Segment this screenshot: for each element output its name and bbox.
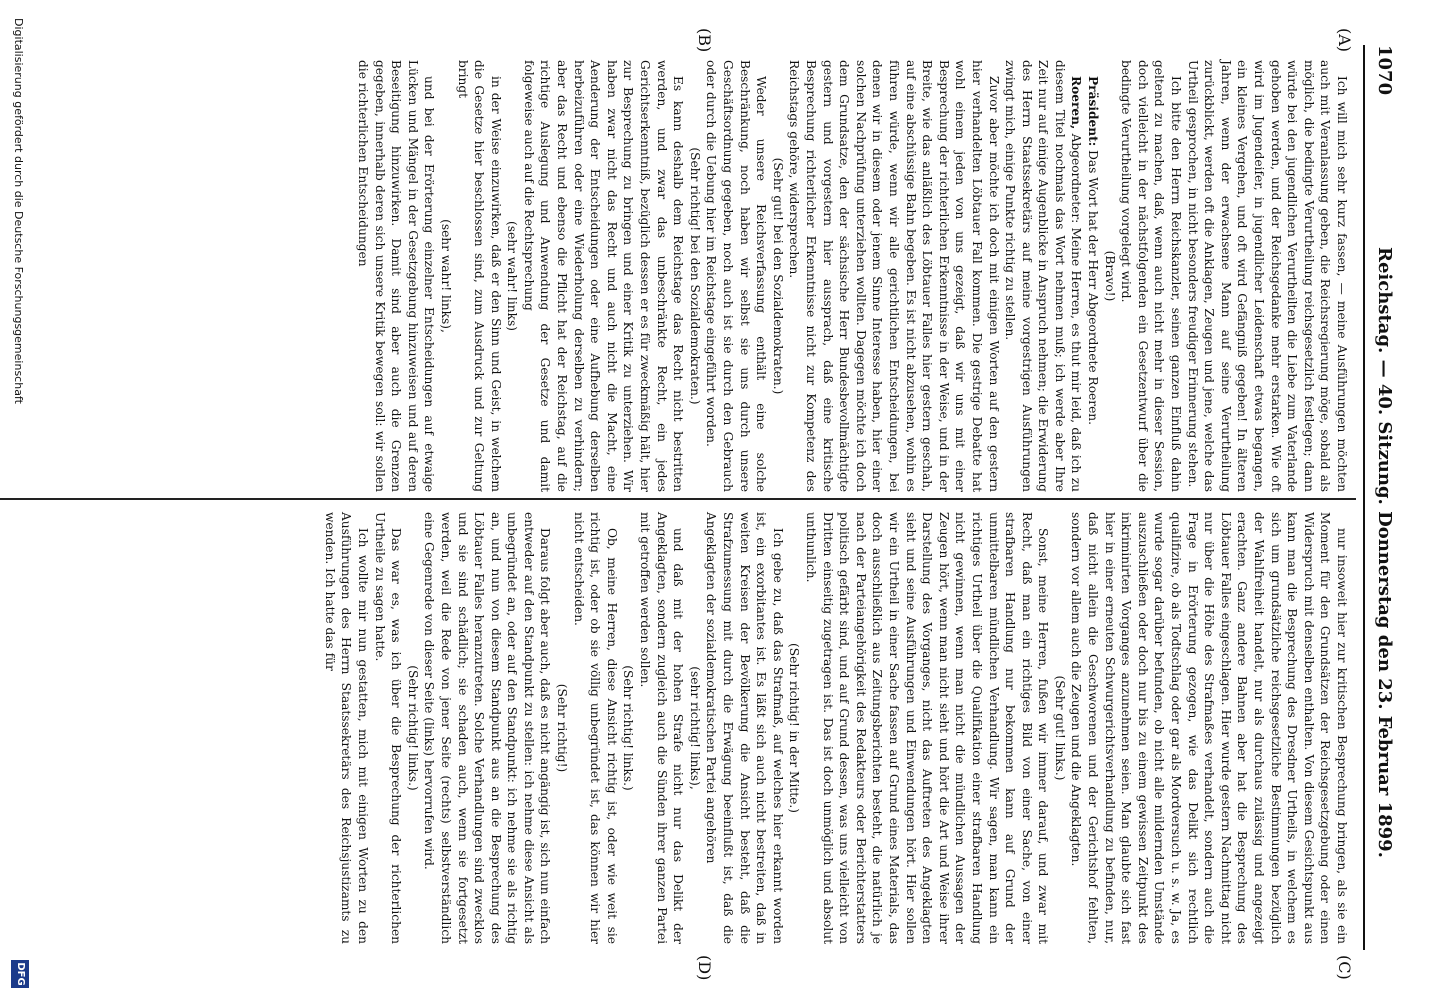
- interjection: (sehr wahr! links),: [438, 219, 453, 333]
- speaker-paragraph: [1085, 60, 1102, 492]
- paragraph: Zuvor aber möchte ich doch mit einigen Worten auf den gestern hier verhandelten Löbtauer Fall kommen. Die gestrige Debatte hat wohl einem jeden von uns gezeigt, daß wir uns mit einer Besprechung der richterlichen Erkenntnisse in der Weise, und in der Breite, wie das anläßlich des Löbtauer Falles hier gestern geschah, auf eine abschüssige Bahn begeben. Es ist nicht abzusehen, wohin es führen würde, wenn wir alle gerichtlichen Entscheidungen, bei denen wir in diesem oder jenem Sinne Interesse haben, hier einer solchen Nachprüfung unterziehen wollten. Dagegen möchte ich doch dem Grundsatze, den der sächsische Herr Bundesbevollmächtigte gestern und vorgestern hier aussprach, daß eine kritische Besprechung richterlicher Erkenntnisse nicht zur Kompetenz des Reichstags gehöre, widersprechen.: [787, 60, 1001, 492]
- paragraph: und bei der Erörterung einzelner Entscheidungen auf etwaige Lücken und Mängel in der Gesetzgebung hinzuweisen und auf deren Beseitigung hinzuwirken. Damit sind aber auch die Grenzen gegeben, innerhalb deren sich unsere Kritik bewegen soll: wir sollen die richterlichen Entscheidungen: [355, 60, 437, 492]
- paragraph: Ich wollte mir nun gestatten, mich mit einigen Worten zu den Ausführungen des Herrn Staatssekretärs des Reichsjustizamts zu wenden. Ich hatte das für: [322, 512, 370, 944]
- interjection: (Bravo!): [1102, 250, 1117, 302]
- paragraph: in der Weise einzuwirken, daß er den Sinn und Geist, in welchem die Gesetze hier beschlossen sind, zum Ausdruck und zur Geltung bringt: [455, 60, 503, 492]
- paragraph: Es kann deshalb dem Reichstage das Recht nicht bestritten werden, und zwar das unbeschränkte Recht, ein jedes Gerichtserkenntniß, bezüglich dessen er es für zweckmäßig hält, hier zur Besprechung zu bringen und einer Kritik zu unterziehen. Wir haben zwar nicht das Recht und auch nicht die Macht, eine Aenderung der Entscheidungen oder eine Aufhebung derselben herbeizuführen oder eine Wiederholung derselben zu verhindern; aber das Recht und ebenso die Pflicht hat der Reichstag, auf die richtige Auslegung und Anwendung der Gesetze und damit folgeweise auch auf die Rechtsprechung: [521, 60, 686, 492]
- session-title: Reichstag. — 40. Sitzung. Donnerstag den 23. Februar 1899.: [1374, 247, 1395, 858]
- interjection: (Sehr gut! bei den Sozialdemokraten.): [770, 157, 785, 395]
- interjection: (sehr richtig! links),: [687, 666, 702, 790]
- paragraph: Ich bitte den Herrn Reichskanzler, seinen ganzen Einfluß dahin geltend zu machen, daß, wenn auch nicht mehr in dieser Session, doch vielleicht in der nächstfolgenden ein Gesetzentwurf über die bedingte Verurtheilung vorgelegt wird.: [1119, 60, 1184, 492]
- paragraph: Sonst, meine Herren, fußen wir immer darauf, und zwar mit Recht, daß man ein richtiges Bild von einer Sache, von einer strafbaren Handlung nur bekommen kann auf Grund der unmittelbaren mündlichen Verhandlung. Wir sagen, man kann ein richtiges Urtheil über die Qualifikation einer strafbaren Handlung nicht gewinnen, wenn man nicht die mündlichen Aussagen der Zeugen hört, wenn man nicht sieht und hört die Art und Weise ihrer Darstellung des Vorganges, nicht das Auftreten des Angeklagten sieht und seine Ausführungen und Einwendungen hört. Hier sollen wir ein Urtheil in einer Sache fassen auf Grund eines Materials, das doch ausschließlich aus Zeitungsberichten besteht, die natürlich je nach der Parteiangehörigkeit des Redakteurs oder Berichterstatters politisch gefärbt sind, und auf Grund dessen, was uns vielleicht von Dritten einseitig zugetragen ist. Das ist doch unmöglich und absolut unthunlich.: [804, 512, 1051, 944]
- margin-mark-c: (C): [1335, 955, 1354, 980]
- paragraph: und daß mit der hohen Strafe nicht nur das Delikt der Angeklagten, sondern zugleich auch die Sünden ihrer ganzen Partei mit getroffen werden sollen.: [638, 512, 686, 944]
- paragraph: Ich will mich sehr kurz fassen, — meine Ausführungen möchten auch mit Veranlassung geben, die Reichsregierung möge, sobald als möglich, die bedingte Verurtheilung reichsgesetzlich festlegen; dann würde bei den jugendlichen Verurtheilten die Liebe zum Vaterlande gehoben werden, und der Reichsgedanke mehr erstarken. Wie oft wird im Jugendeifer, in jugendlicher Leidenschaft etwas begangen, ein kleines Vergehen, und oft wird Gefängniß gegeben! In älteren Jahren, wenn der erwachsene Mann auf seine Verurtheilung zurückblickt, werden oft die Anklagen, Zeugen und jene, welche das Urtheil gesprochen, in nicht besonders freudiger Erinnerung stehen.: [1185, 60, 1349, 492]
- margin-mark-d: (D): [695, 955, 714, 981]
- interjection: (Sehr richtig!): [555, 683, 570, 773]
- interjection: (Sehr richtig! bei den Sozialdemokraten.): [687, 147, 702, 405]
- paragraph: nur insoweit hier zur kritischen Besprechung bringen, als sie ein Moment für den Grundsätzen der Reichsgesetzgebung oder einen Widerspruch mit denselben enthalten. Von diesem Gesichtspunkt aus kann man die Besprechung des Dresdner Urtheils, in welchem es sich um grundsätzliche reichsgesetzliche Bestimmungen bezüglich der Wahlfreiheit handelt, nur als durchaus zulässig und angezeigt erachten. Ganz andere Bahnen aber hat die Besprechung des Löbtauer Falles eingeschlagen. Hier wurde gestern Nachmittag nicht nur über die Höhe des Strafmaßes verhandelt, sondern auch die Frage in Erörterung gezogen, wie das Delikt sich rechtlich qualifizire, ob als Todtschlag oder gar als Mordversuch u. s. w. Ja, es wurde sogar darüber befunden, ob nicht alle mildernden Umstände auszuschließen oder doch nur bis zu einem gewissen Zeitpunkt des inkriminirten Vorganges anzunehmen seien. Man glaubte sich fast hier in einer erneuten Schwurgerichtsverhandlung zu befinden, nur, daß nicht allein die Geschworenen und der Gerichtshof fehlten, sondern vor allem auch die Zeugen und die Angeklagten.: [1069, 512, 1349, 944]
- interjection: (Sehr richtig! links.): [621, 665, 636, 791]
- paragraph: Daraus folgt aber auch, daß es nicht angängig ist, sich nun einfach entweder auf den Standpunkt zu stellen: ich nehme diese Ansicht als unbegründet an, oder auf den Standpunkt: ich nehme sie als richtig an, und nun von diesem Standpunkt aus an die Besprechung des Löbtauer Falles heranzutreten. Solche Verhandlungen sind zwecklos und sie sind schädlich; sie schaden auch, wenn sie fortgesetzt werden, weil die Rede von jener Seite (rechts) selbstverständlich eine Gegenrede von dieser Seite (links) hervorrufen wird.: [422, 512, 553, 944]
- right-column: [321, 512, 1350, 944]
- speaker-paragraph: [1002, 60, 1085, 492]
- speaker-name: Roeren,: [1069, 76, 1084, 130]
- footer: [3, 0, 29, 1000]
- digitization-credit: Digitalisierung gefördert durch die Deutsche Forschungsgemeinschaft: [12, 18, 25, 404]
- running-header: [1363, 45, 1399, 950]
- paragraph: Weder unsere Reichsverfassung enthält eine solche Beschränkung, noch haben wir selbst sie uns durch unsere Geschäftsordnung gegeben, noch auch ist sie durch den Gebrauch oder durch die Uebung hier im Reichstage eingeführt worden.: [704, 60, 769, 492]
- paragraph: Ich gebe zu, daß das Strafmaß, auf welches hier erkannt worden ist, ein exorbitantes ist. Es läßt sich auch nicht bestreiten, daß in weiten Kreisen der Bevölkerung die Ansicht besteht, daß die Strafzumessung mit durch die Erwägung beeinflußt ist, daß die Angeklagten der sozialdemokratischen Partei angehören: [704, 512, 785, 944]
- margin-mark-b: (B): [695, 28, 714, 53]
- margin-mark-a: (A): [1335, 28, 1354, 53]
- interjection: (Sehr richtig! in der Mitte.): [787, 643, 802, 813]
- speech-text: Abgeordneter: Meine Herren, es thut mir leid, daß ich zu diesem Titel nochmals das Wort nehmen muß; ich werde aber Ihre Zeit nur auf einige Augenblicke in Anspruch nehmen; die Erwiderung des Herrn Staatssekretärs auf meine vorgestrigen Ausführungen zwingt mich, einige Punkte richtig zu stellen.: [1003, 60, 1084, 492]
- interjection: (sehr wahr! links): [505, 221, 520, 331]
- speaker-name: Präsident:: [1086, 76, 1101, 147]
- dfg-logo: DFG: [11, 960, 29, 988]
- interjection: (Sehr gut! links.): [1052, 675, 1067, 781]
- interjection: (Sehr richtig! links.): [405, 665, 420, 791]
- page-number: 1070: [1374, 45, 1395, 96]
- column-divider: [0, 498, 1356, 500]
- paragraph: Ob, meine Herren, diese Ansicht richtig ist, oder wie weit sie richtig ist, oder ob sie völlig unbegründet ist, das können wir hier nicht entscheiden.: [571, 512, 619, 944]
- speech-text: Das Wort hat der Herr Abgeordnete Roeren.: [1086, 150, 1101, 426]
- paragraph: Das war es, was ich über die Besprechung der richterlichen Urtheile zu sagen hatte.: [372, 512, 404, 944]
- left-column: [354, 60, 1350, 492]
